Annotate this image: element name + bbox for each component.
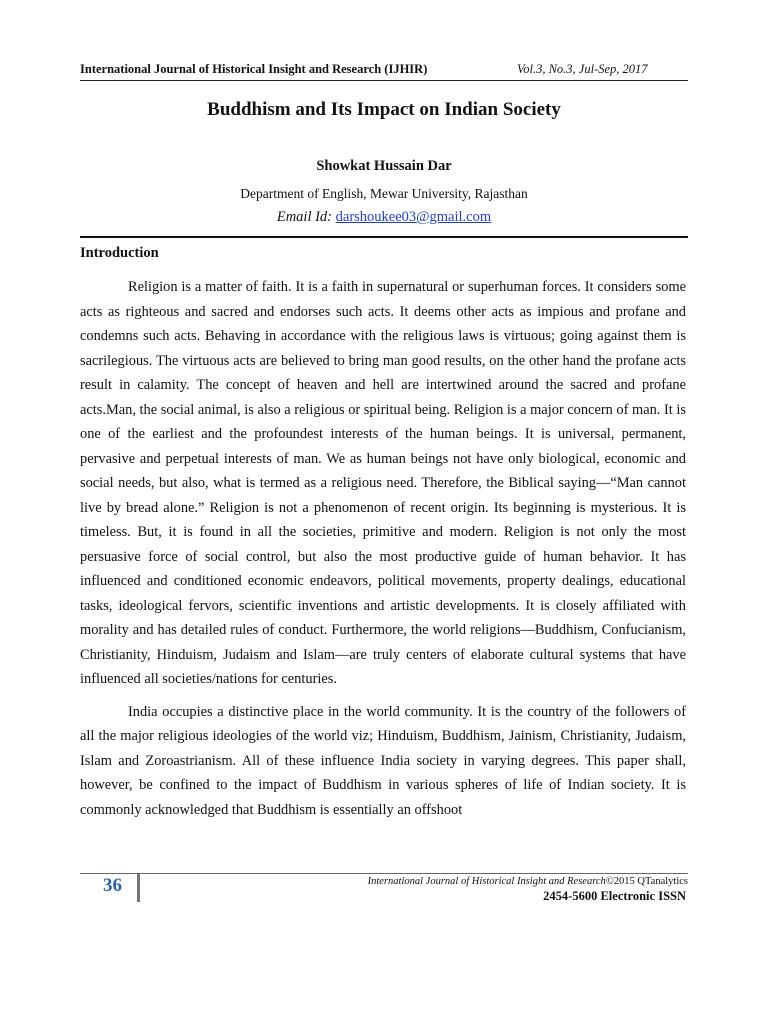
volume-issue: Vol.3, No.3, Jul-Sep, 2017 (517, 62, 648, 76)
footer-copyright: ©2015 QTanalytics (605, 876, 688, 887)
email-link[interactable]: darshoukee03@gmail.com (335, 209, 492, 225)
running-header (80, 62, 688, 80)
paragraph: India occupies a distinctive place in the world community. It is the country of the followers of all the major religious ideologies of the world viz; Hinduism, Buddhism, Jainism, Christianity, Judaism, Islam and Zoroastrianism. All of these influence India society in varying degrees. This paper shall, however, be confined to the impact of Buddhism in various spheres of life of Indian society. It is commonly acknowledged that Buddhism is essentially an offshoot (80, 703, 686, 818)
page-number-bar (137, 874, 140, 902)
footer-journal-name: International Journal of Historical Insight and Research (367, 876, 606, 887)
author-name: Showkat Hussain Dar (316, 158, 452, 174)
email-label: Email Id: (276, 209, 333, 225)
author-affiliation: Department of English, Mewar University, Rajasthan (240, 186, 528, 201)
section-divider (80, 236, 688, 238)
email-line (80, 209, 688, 226)
footer-rule (80, 873, 688, 874)
footer-journal (368, 876, 688, 887)
page-number: 36 (103, 875, 122, 896)
body-text (80, 275, 686, 830)
paragraph: Religion is a matter of faith. It is a faith in supernatural or superhuman forces. It considers some acts as righteous and sacred and endorses such acts. It deems other acts as impious and profane and condemns such acts. Behaving in accordance with the religious laws is virtuous; going against them is sacrilegious. The virtuous acts are believed to bring man good results, on the other hand the profane acts result in calamity. The concept of heaven and hell are intertwined around the sacred and profane acts.Man, the social animal, is also a religious or spiritual being. Religion is a major concern of man. It is one of the earliest and the profoundest interests of the human beings. It is universal, permanent, pervasive and perpetual interests of man. We as human beings not have only biological, economic and social needs, but also, what is termed as a religious need. Therefore, the Biblical saying—“Man cannot live by bread alone.” Religion is not a phenomenon of recent origin. Its beginning is mysterious. It is timeless. But, it is found in all the societies, primitive and modern. Religion is not only the most persuasive force of social control, but also the most productive guide of human behavior. It has influenced and conditioned economic endeavors, political movements, property dealings, educational tasks, ideological fervors, scientific inventions and artistic developments. It is closely affiliated with morality and has detailed rules of conduct. Furthermore, the world religions—Buddhism, Confucianism, Christianity, Hinduism, Judaism and Islam—are truly centers of elaborate cultural systems that have influenced all societies/nations for centuries. (80, 279, 686, 687)
footer-issn: 2454-5600 Electronic ISSN (543, 889, 686, 903)
header-rule (80, 80, 688, 81)
journal-name: International Journal of Historical Insight and Research (IJHIR) (80, 62, 428, 76)
article-title: Buddhism and Its Impact on Indian Society (207, 99, 561, 120)
section-heading: Introduction (80, 245, 159, 261)
